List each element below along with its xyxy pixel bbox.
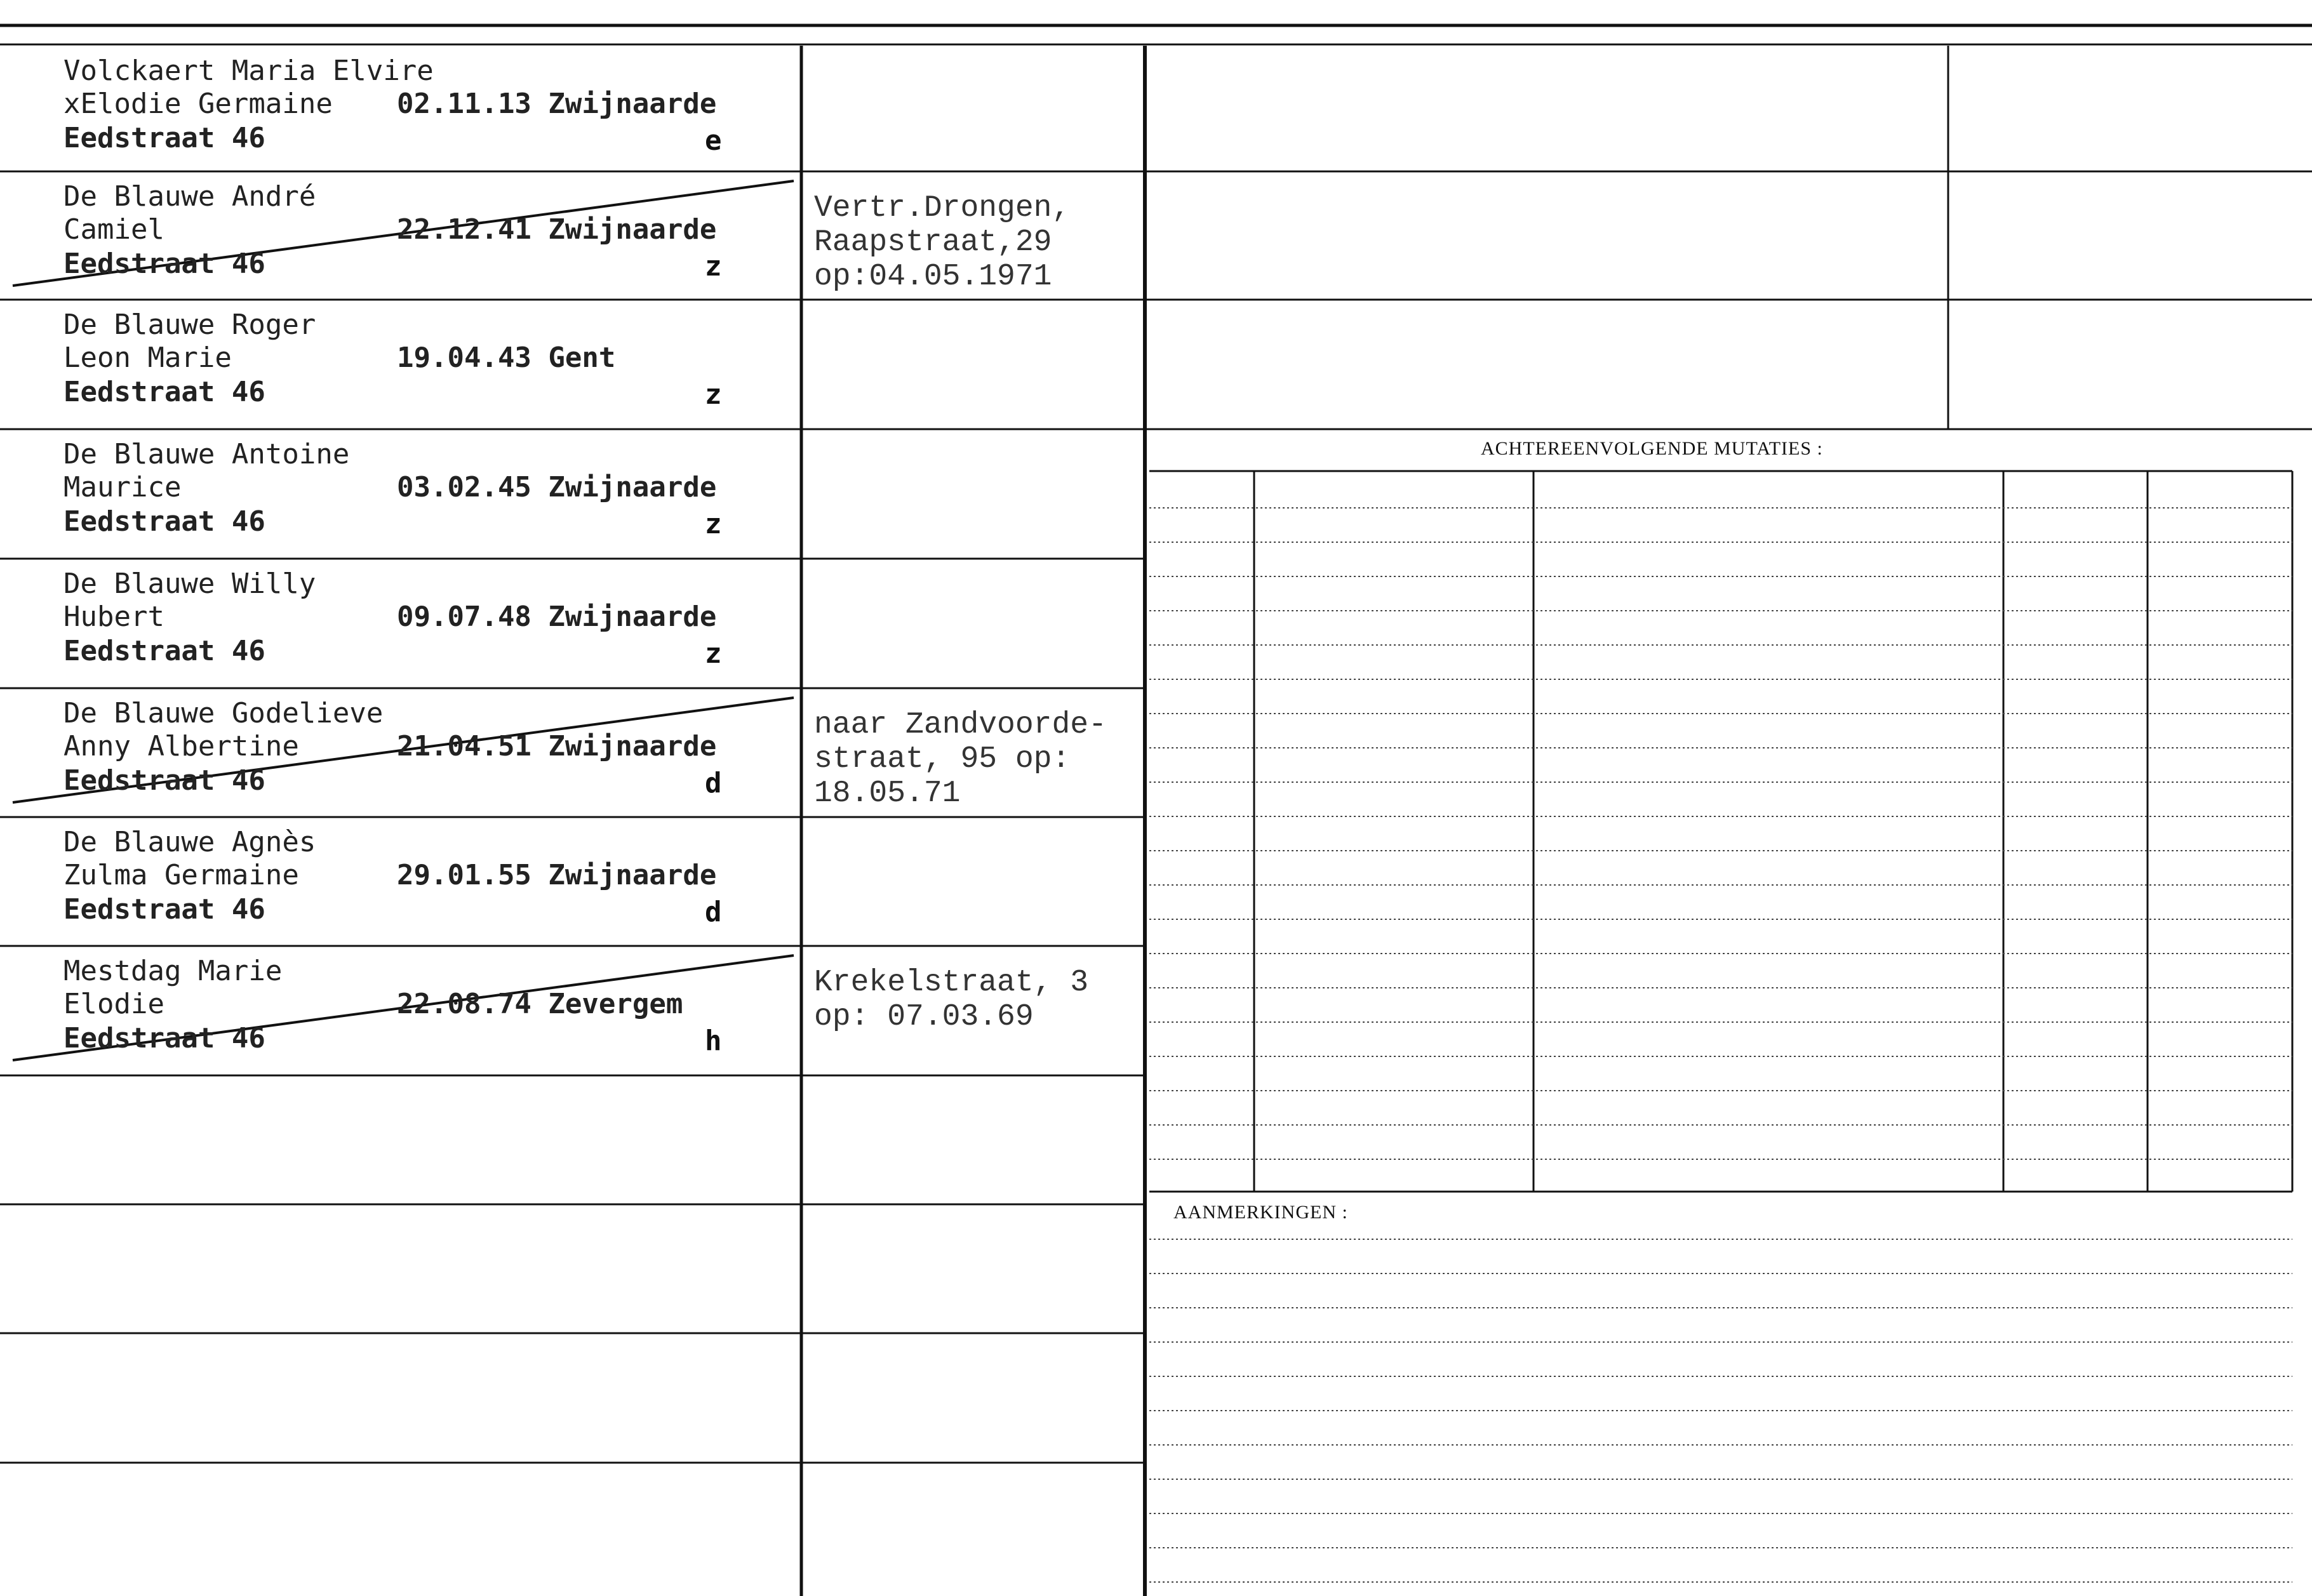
person-name-line-1: Mestdag Marie bbox=[63, 955, 283, 987]
person-note-line-1: Krekelstraat, 3 bbox=[814, 966, 1089, 1000]
person-name-line-2: Maurice bbox=[63, 471, 182, 503]
person-note-line-3: 18.05.71 bbox=[814, 776, 961, 811]
person-name-line-1: De Blauwe Willy bbox=[63, 568, 316, 600]
person-name-line-2: Camiel bbox=[63, 213, 164, 246]
person-note-line-3: op:04.05.1971 bbox=[814, 260, 1052, 294]
person-birth: 22.12.41 Zwijnaarde bbox=[397, 213, 717, 246]
person-birth: 09.07.48 Zwijnaarde bbox=[397, 601, 717, 633]
remarks-heading: AANMERKINGEN : bbox=[1173, 1202, 1348, 1223]
person-note-line-2: straat, 95 op: bbox=[814, 742, 1071, 776]
person-birth: 19.04.43 Gent bbox=[397, 342, 616, 374]
person-address: Eedstraat 46 bbox=[63, 893, 265, 926]
person-address: Eedstraat 46 bbox=[63, 635, 265, 667]
person-address: Eedstraat 46 bbox=[63, 376, 265, 408]
person-name-line-1: Volckaert Maria Elvire bbox=[63, 55, 434, 87]
person-address: Eedstraat 46 bbox=[63, 1022, 265, 1054]
person-birth: 29.01.55 Zwijnaarde bbox=[397, 859, 717, 891]
person-name-line-1: De Blauwe Agnès bbox=[63, 826, 316, 858]
person-name-line-1: De Blauwe Godelieve bbox=[63, 697, 384, 729]
person-gender: z bbox=[705, 508, 722, 540]
person-name-line-1: De Blauwe André bbox=[63, 180, 316, 213]
person-name-line-2: Leon Marie bbox=[63, 342, 232, 374]
person-name-line-2: Zulma Germaine bbox=[63, 859, 299, 891]
person-gender: d bbox=[705, 896, 722, 928]
person-address: Eedstraat 46 bbox=[63, 248, 265, 280]
mutations-heading: ACHTEREENVOLGENDE MUTATIES : bbox=[1481, 438, 1823, 459]
mutation-dotted-lines bbox=[1149, 508, 2292, 1582]
person-address: Eedstraat 46 bbox=[63, 122, 265, 154]
person-birth: 21.04.51 Zwijnaarde bbox=[397, 730, 717, 762]
person-name-line-2: xElodie Germaine bbox=[63, 88, 333, 120]
person-gender: e bbox=[705, 124, 722, 157]
person-gender: z bbox=[705, 637, 722, 670]
person-gender: d bbox=[705, 767, 722, 799]
person-note-line-2: op: 07.03.69 bbox=[814, 1000, 1034, 1034]
person-address: Eedstraat 46 bbox=[63, 505, 265, 538]
person-name-line-1: De Blauwe Roger bbox=[63, 309, 316, 341]
person-gender: z bbox=[705, 250, 722, 283]
person-name-line-1: De Blauwe Antoine bbox=[63, 438, 350, 470]
person-address: Eedstraat 46 bbox=[63, 764, 265, 797]
person-note-line-1: Vertr.Drongen, bbox=[814, 191, 1071, 225]
person-name-line-2: Hubert bbox=[63, 601, 164, 633]
person-birth: 02.11.13 Zwijnaarde bbox=[397, 88, 717, 120]
person-birth: 03.02.45 Zwijnaarde bbox=[397, 471, 717, 503]
person-note-line-2: Raapstraat,29 bbox=[814, 225, 1052, 260]
person-name-line-2: Anny Albertine bbox=[63, 730, 299, 762]
person-gender: z bbox=[705, 378, 722, 411]
form-grid-lines bbox=[0, 25, 2312, 1596]
person-birth: 22.08.74 Zevergem bbox=[397, 988, 683, 1020]
person-gender: h bbox=[705, 1025, 722, 1057]
person-note-line-1: naar Zandvoorde- bbox=[814, 708, 1107, 742]
person-name-line-2: Elodie bbox=[63, 988, 164, 1020]
